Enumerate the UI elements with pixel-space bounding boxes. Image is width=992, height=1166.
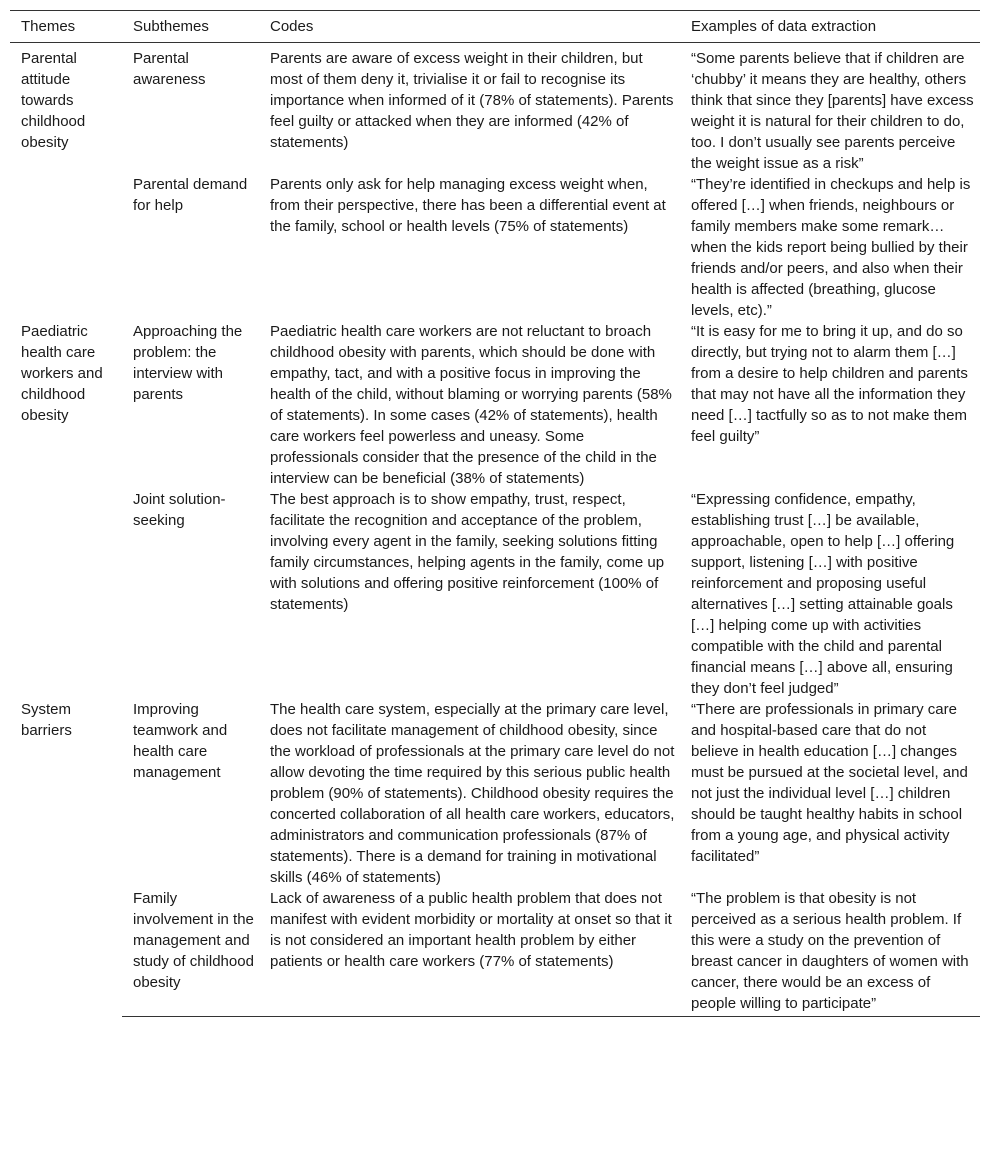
example-cell: “Expressing confidence, empathy, establishing trust […] be available, approachable, open to help […] offering support, listening […] with positive reinforcement and proposing useful alternatives […] setting attainable goals […] helping come up with activities compatible with the child and parental financial means […] above all, ensuring they don’t feel judged” (691, 491, 955, 697)
subtheme-cell: Family involvement in the management and study of childhood obesity (122, 888, 259, 1017)
codes-cell: Lack of awareness of a public health problem that does not manifest with evident morbidity or mortality at onset so that it is not considered an important health problem by either patients or health care workers (77% of statements) (259, 888, 680, 1017)
codes-cell: The best approach is to show empathy, trust, respect, facilitate the recognition and acceptance of the problem, involving every agent in the family, seeking solutions fitting family circumstances, helping agents in the family, come up with solutions and offering positive reinforcement (100% of statements) (270, 491, 665, 613)
subtheme-cell: Parental demand for help (133, 176, 248, 214)
header-codes: Codes (259, 11, 680, 43)
theme-cell: System barriers (21, 701, 72, 739)
table-row (10, 174, 980, 321)
theme-cell: Parental attitude towards childhood obesity (21, 50, 86, 151)
example-cell: “There are professionals in primary care and hospital-based care that do not believe in health education […] changes must be pursued at the societal level, and not just the individual level […] children should be taught healthy habits in school from a young age, and physical activity facilitated” (691, 701, 968, 865)
subtheme-cell: Parental awareness (133, 50, 206, 88)
table-row (10, 43, 980, 175)
table-header (10, 11, 980, 43)
example-cell: “Some parents believe that if children are ‘chubby’ it means they are healthy, others think that since they [parents] have excess weight it is natural for their children to do, too. I don’t usually see parents perceive the weight issue as a risk” (691, 50, 974, 172)
subtheme-cell: Joint solution-seeking (133, 491, 226, 529)
table-row (10, 489, 980, 699)
codes-cell: Parents only ask for help managing excess weight when, from their perspective, there has been a differential event at the family, school or health levels (75% of statements) (270, 176, 666, 235)
example-cell: “They’re identified in checkups and help is offered […] when friends, neighbours or family members make some remark… when the kids report being bullied by their friends and/or peers, and also when their health is affected (breathing, glucose levels, etc).” (691, 176, 971, 319)
example-cell: “It is easy for me to bring it up, and do so directly, but trying not to alarm them […] from a desire to help children and parents that may not have all the information they need […] tactfully so as to not make them feel guilty” (691, 323, 968, 445)
subtheme-cell: Approaching the problem: the interview with parents (133, 323, 243, 403)
theme-cell: Paediatric health care workers and childhood obesity (21, 323, 103, 424)
header-themes: Themes (10, 11, 122, 43)
themes-table (10, 10, 980, 1017)
header-subthemes: Subthemes (122, 11, 259, 43)
table-row (10, 699, 980, 888)
codes-cell: Paediatric health care workers are not reluctant to broach childhood obesity with parents, which should be done with empathy, tact, and with a positive focus in improving the health of the child, without blaming or worrying parents (58% of statements). In some cases (42% of statements), health care workers feel powerless and uneasy. Some professionals consider that the presence of the child in the interview can be beneficial (38% of statements) (270, 323, 672, 487)
codes-cell: The health care system, especially at the primary care level, does not facilitate management of childhood obesity, since the workload of professionals at the primary care level do not allow devoting the time required by this serious public health problem (90% of statements). Childhood obesity requires the concerted collaboration of all health care workers, educators, administrators and communication professionals (87% of statements). There is a demand for training in motivational skills (46% of statements) (270, 701, 675, 886)
table-body (10, 43, 980, 1017)
example-cell: “The problem is that obesity is not perceived as a serious health problem. If this were a study on the prevention of breast cancer in daughters of women with cancer, there would be an excess of people willing to participate” (680, 888, 980, 1017)
table-row (10, 888, 980, 1017)
header-examples: Examples of data extraction (680, 11, 980, 43)
header-row (10, 11, 980, 43)
codes-cell: Parents are aware of excess weight in their children, but most of them deny it, trivialise it or fail to recognise its importance when informed of it (78% of statements). Parents feel guilty or attacked when they are informed (42% of statements) (270, 50, 674, 151)
subtheme-cell: Improving teamwork and health care management (133, 701, 228, 781)
table-row (10, 321, 980, 489)
